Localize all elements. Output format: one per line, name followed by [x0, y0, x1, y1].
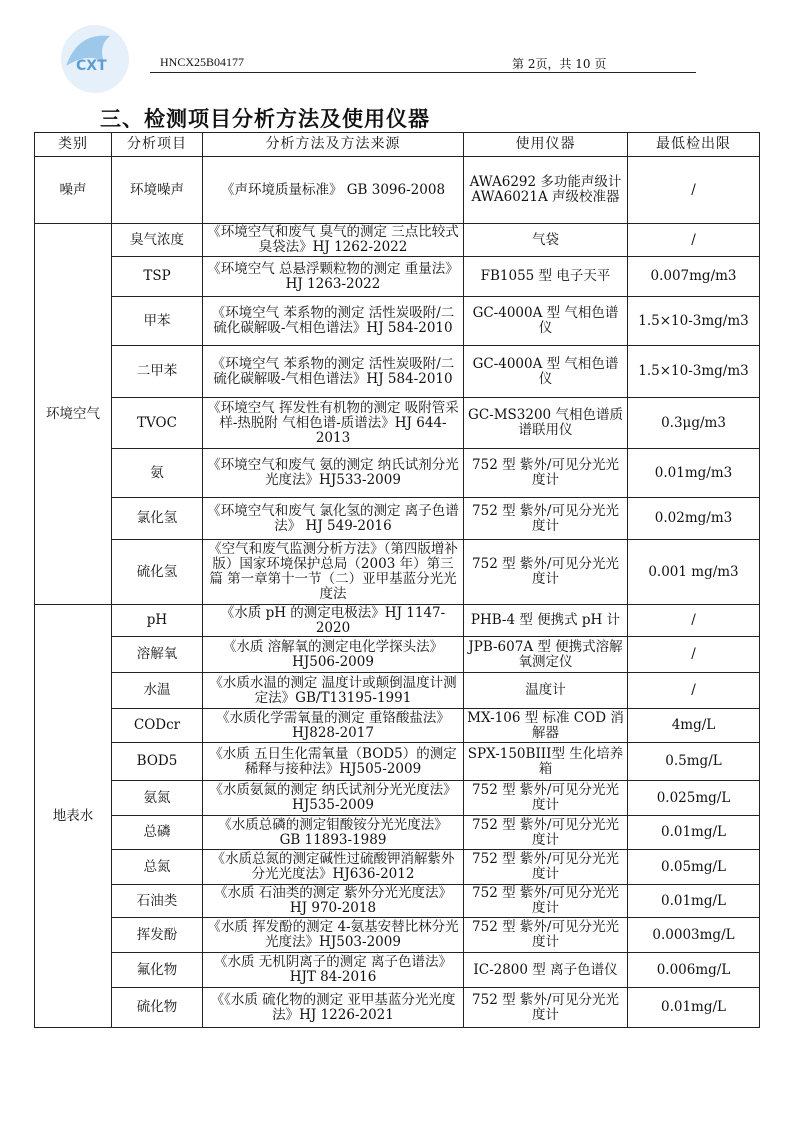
instrument-cell: 752 型 紫外/可见分光光度计	[464, 885, 628, 918]
item-cell: pH	[112, 605, 203, 637]
instrument-cell: 752 型 紫外/可见分光光度计	[464, 540, 628, 605]
company-logo-icon	[58, 22, 132, 96]
col-header-limit: 最低检出限	[628, 133, 760, 157]
limit-cell: 4mg/L	[628, 709, 760, 743]
item-cell: TSP	[112, 257, 203, 297]
instrument-cell: GC-4000A 型 气相色谱仪	[464, 346, 628, 398]
limit-cell: /	[628, 637, 760, 673]
instrument-cell: SPX-150BIII型 生化培养箱	[464, 743, 628, 781]
limit-cell: 0.3μg/m3	[628, 398, 760, 449]
instrument-cell: AWA6292 多功能声级计 AWA6021A 声级校准器	[464, 157, 628, 224]
limit-cell: 0.5mg/L	[628, 743, 760, 781]
method-cell: 《水质 无机阴离子的测定 离子色谱法》 HJT 84-2016	[203, 953, 464, 988]
table-row	[35, 885, 760, 918]
limit-cell: 0.01mg/L	[628, 885, 760, 918]
item-cell: 硫化物	[112, 988, 203, 1028]
col-header-category: 类别	[35, 133, 112, 157]
method-cell: 《水质氨氮的测定 纳氏试剂分光光度法》HJ535-2009	[203, 781, 464, 816]
limit-cell: 0.0003mg/L	[628, 918, 760, 953]
table-row	[35, 449, 760, 498]
method-cell: 《水质 pH 的测定电极法》HJ 1147-2020	[203, 605, 464, 637]
method-cell: 《水质 挥发酚的测定 4-氨基安替比林分光光度法》HJ503-2009	[203, 918, 464, 953]
item-cell: 甲苯	[112, 297, 203, 346]
limit-cell: 0.01mg/m3	[628, 449, 760, 498]
col-header-instrument: 使用仪器	[464, 133, 628, 157]
table-row	[35, 673, 760, 709]
table-row	[35, 257, 760, 297]
instrument-cell: 752 型 紫外/可见分光光度计	[464, 918, 628, 953]
table-row	[35, 850, 760, 885]
category-cell: 噪声	[35, 157, 112, 224]
instrument-cell: GC-MS3200 气相色谱质谱联用仪	[464, 398, 628, 449]
table-row	[35, 398, 760, 449]
header-divider	[150, 72, 696, 73]
item-cell: 臭气浓度	[112, 224, 203, 257]
instrument-cell: FB1055 型 电子天平	[464, 257, 628, 297]
category-cell: 地表水	[35, 605, 112, 1028]
col-header-item: 分析项目	[112, 133, 203, 157]
instrument-cell: 752 型 紫外/可见分光光度计	[464, 988, 628, 1028]
instrument-cell: 752 型 紫外/可见分光光度计	[464, 816, 628, 850]
instrument-cell: GC-4000A 型 气相色谱仪	[464, 297, 628, 346]
page-number: 第 2页，共 10 页	[512, 57, 607, 71]
limit-cell: 0.001 mg/m3	[628, 540, 760, 605]
limit-cell: 0.007mg/m3	[628, 257, 760, 297]
item-cell: CODcr	[112, 709, 203, 743]
table-row	[35, 498, 760, 540]
method-cell: 《水质水温的测定 温度计或颠倒温度计测定法》GB/T13195-1991	[203, 673, 464, 709]
item-cell: 溶解氧	[112, 637, 203, 673]
limit-cell: 0.05mg/L	[628, 850, 760, 885]
item-cell: 氨氮	[112, 781, 203, 816]
method-cell: 《环境空气和废气 氨的测定 纳氏试剂分光光度法》HJ533-2009	[203, 449, 464, 498]
method-cell: 《水质 石油类的测定 紫外分光光度法》HJ 970-2018	[203, 885, 464, 918]
method-cell: 《声环境质量标准》 GB 3096-2008	[203, 157, 464, 224]
instrument-cell: 752 型 紫外/可见分光光度计	[464, 498, 628, 540]
instrument-cell: 752 型 紫外/可见分光光度计	[464, 850, 628, 885]
category-cell: 环境空气	[35, 224, 112, 605]
limit-cell: 0.02mg/m3	[628, 498, 760, 540]
table-row	[35, 605, 760, 637]
item-cell: 水温	[112, 673, 203, 709]
limit-cell: /	[628, 157, 760, 224]
item-cell: 氟化物	[112, 953, 203, 988]
item-cell: 环境噪声	[112, 157, 203, 224]
limit-cell: /	[628, 605, 760, 637]
instrument-cell: JPB-607A 型 便携式溶解氧测定仪	[464, 637, 628, 673]
section-title: 三、检测项目分析方法及使用仪器	[100, 106, 430, 131]
method-cell: 《环境空气和废气 臭气的测定 三点比较式臭袋法》HJ 1262-2022	[203, 224, 464, 257]
limit-cell: /	[628, 673, 760, 709]
instrument-cell: 752 型 紫外/可见分光光度计	[464, 781, 628, 816]
col-header-method: 分析方法及方法来源	[203, 133, 464, 157]
table-row	[35, 297, 760, 346]
method-cell: 《水质 溶解氧的测定电化学探头法》HJ506-2009	[203, 637, 464, 673]
item-cell: 总磷	[112, 816, 203, 850]
table-row	[35, 816, 760, 850]
document-number: HNCX25B04177	[160, 55, 245, 69]
limit-cell: 0.01mg/L	[628, 816, 760, 850]
item-cell: 硫化氢	[112, 540, 203, 605]
method-cell: 《水质 五日生化需氧量（BOD5）的测定稀释与接种法》HJ505-2009	[203, 743, 464, 781]
method-cell: 《水质总氮的测定碱性过硫酸钾消解紫外分光光度法》HJ636-2012	[203, 850, 464, 885]
method-cell: 《水质总磷的测定钼酸铵分光光度法》 GB 11893-1989	[203, 816, 464, 850]
table-row	[35, 540, 760, 605]
item-cell: TVOC	[112, 398, 203, 449]
table-row	[35, 953, 760, 988]
method-cell: 《环境空气 苯系物的测定 活性炭吸附/二硫化碳解吸-气相色谱法》HJ 584-2010	[203, 346, 464, 398]
table-row	[35, 157, 760, 224]
instrument-cell: PHB-4 型 便携式 pH 计	[464, 605, 628, 637]
method-cell: 《空气和废气监测分析方法》（第四版增补版）国家环境保护总局（2003 年）第三篇 第一章第十一节（二）亚甲基蓝分光光度法	[203, 540, 464, 605]
table-header-row	[35, 133, 760, 157]
limit-cell: 1.5×10-3mg/m3	[628, 297, 760, 346]
item-cell: 二甲苯	[112, 346, 203, 398]
table-row	[35, 709, 760, 743]
table-row	[35, 346, 760, 398]
limit-cell: 0.006mg/L	[628, 953, 760, 988]
table-row	[35, 743, 760, 781]
item-cell: 氨	[112, 449, 203, 498]
table-row	[35, 918, 760, 953]
instrument-cell: 温度计	[464, 673, 628, 709]
limit-cell: 0.025mg/L	[628, 781, 760, 816]
limit-cell: 1.5×10-3mg/m3	[628, 346, 760, 398]
item-cell: 总氮	[112, 850, 203, 885]
item-cell: 氯化氢	[112, 498, 203, 540]
instrument-cell: 气袋	[464, 224, 628, 257]
item-cell: BOD5	[112, 743, 203, 781]
logo-text: CXT	[76, 58, 107, 74]
limit-cell: /	[628, 224, 760, 257]
table-row	[35, 988, 760, 1028]
item-cell: 石油类	[112, 885, 203, 918]
instrument-cell: 752 型 紫外/可见分光光度计	[464, 449, 628, 498]
instrument-cell: IC-2800 型 离子色谱仪	[464, 953, 628, 988]
table-row	[35, 781, 760, 816]
table-row	[35, 224, 760, 257]
limit-cell: 0.01mg/L	[628, 988, 760, 1028]
table-row	[35, 637, 760, 673]
method-cell: 《环境空气 苯系物的测定 活性炭吸附/二硫化碳解吸-气相色谱法》HJ 584-2010	[203, 297, 464, 346]
method-cell: 《《水质 硫化物的测定 亚甲基蓝分光光度法》HJ 1226-2021	[203, 988, 464, 1028]
method-cell: 《水质化学需氧量的测定 重铬酸盐法》HJ828-2017	[203, 709, 464, 743]
method-instrument-table	[34, 132, 760, 1028]
method-cell: 《环境空气 挥发性有机物的测定 吸附管采样-热脱附 气相色谱-质谱法》HJ 644-2013	[203, 398, 464, 449]
instrument-cell: MX-106 型 标准 COD 消解器	[464, 709, 628, 743]
item-cell: 挥发酚	[112, 918, 203, 953]
method-cell: 《环境空气 总悬浮颗粒物的测定 重量法》HJ 1263-2022	[203, 257, 464, 297]
method-cell: 《环境空气和废气 氯化氢的测定 离子色谱法》 HJ 549-2016	[203, 498, 464, 540]
